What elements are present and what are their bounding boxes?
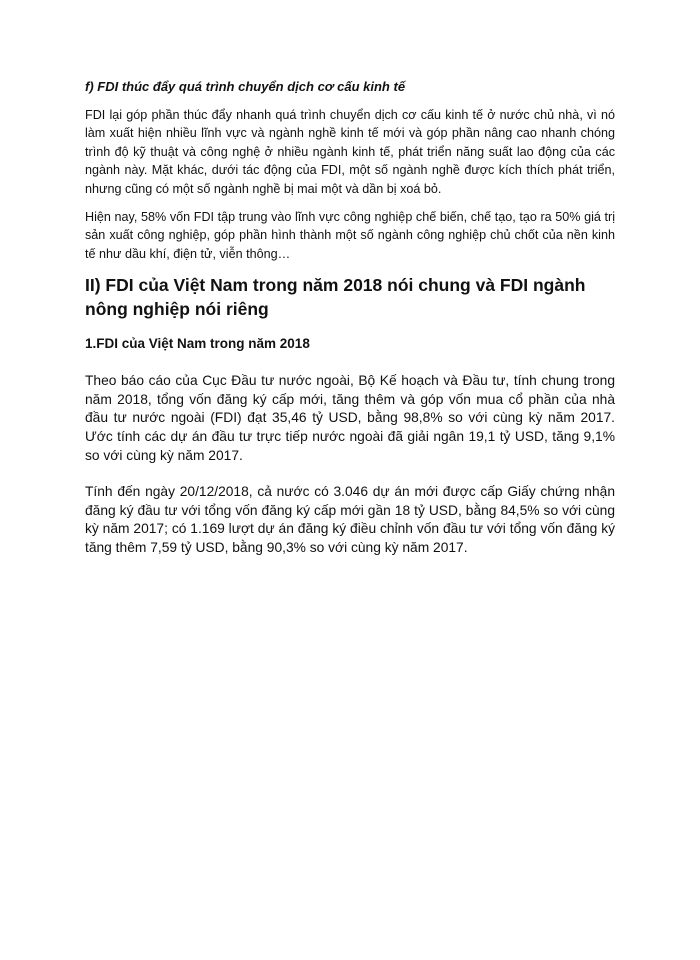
section-title-ii: II) FDI của Việt Nam trong năm 2018 nói chung và FDI ngành nông nghiệp nói riêng [85,275,586,320]
paragraph-structural-shift: FDI lại góp phần thúc đẩy nhanh quá trình chuyển dịch cơ cấu kinh tế ở nước chủ nhà, vì nó làm xuất hiện nhiều lĩnh vực và ngành nghề kinh tế mới và góp phần nâng cao nhanh chóng trình độ kỹ thuật và công nghệ ở nhiều ngành kinh tế, phát triển năng suất lao động của các ngành này. Mặt khác, dưới tác động của FDI, một số ngành nghề được kích thích phát triển, nhưng cũng có một số ngành nghề bị mai một và dần bị xoá bỏ. [85,108,615,196]
paragraph-fdi-2018-total: Theo báo cáo của Cục Đầu tư nước ngoài, Bộ Kế hoạch và Đầu tư, tính chung trong năm 2018, tổng vốn đăng ký cấp mới, tăng thêm và góp vốn mua cổ phần của nhà đầu tư nước ngoài (FDI) đạt 35,46 tỷ USD, bằng 98,8% so với cùng kỳ năm 2017. Ước tính các dự án đầu tư trực tiếp nước ngoài đã giải ngân 19,1 tỷ USD, tăng 9,1% so với cùng kỳ năm 2017. [85,373,615,463]
paragraph-fdi-industry-share: Hiện nay, 58% vốn FDI tập trung vào lĩnh vực công nghiệp chế biến, chế tạo, tạo ra 50% giá trị sản xuất công nghiệp, góp phần hình thành một số ngành công nghiệp chủ chốt của nền kinh tế như dầu khí, điện tử, viễn thông… [85,210,615,261]
subheading-f: f) FDI thúc đẩy quá trình chuyển dịch cơ cấu kinh tế [85,79,406,94]
document-body [85,78,615,576]
paragraph-fdi-2018-projects: Tính đến ngày 20/12/2018, cả nước có 3.046 dự án mới được cấp Giấy chứng nhận đăng ký đầu tư với tổng vốn đăng ký cấp mới gần 18 tỷ USD, bằng 84,5% so với cùng kỳ năm 2017; có 1.169 lượt dự án đăng ký điều chỉnh vốn đầu tư với tổng vốn đăng ký tăng thêm 7,59 tỷ USD, bằng 90,3% so với cùng kỳ năm 2017. [85,484,615,555]
sub-section-title-1: 1.FDI của Việt Nam trong năm 2018 [85,336,310,352]
